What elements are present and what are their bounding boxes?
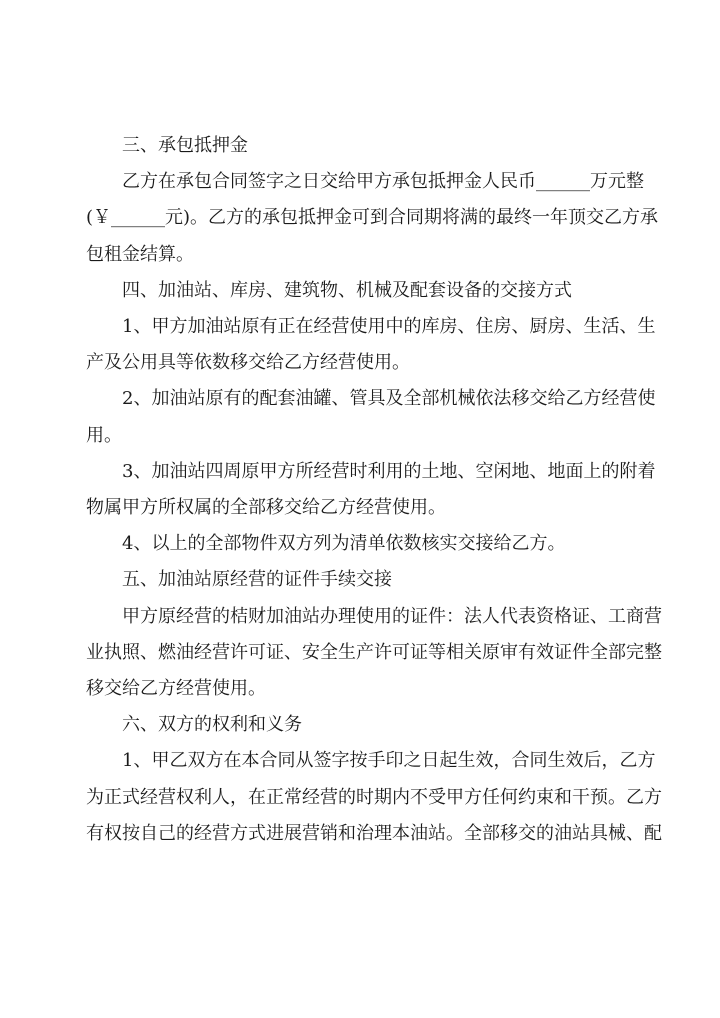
text-line: 用。 [86,424,122,446]
text-line: 五、加油站原经营的证件手续交接 [122,569,392,591]
list-item-4-2 [86,381,656,453]
text-line: (￥______元)。乙方的承包抵押金可到合同期将满的最终一年顶交乙方承 [86,207,659,229]
text-line: 3、加油站四周原甲方所经营时利用的土地、空闲地、地面上的附着 [122,460,656,482]
text-line: 四、加油站、库房、建筑物、机械及配套设备的交接方式 [122,279,572,301]
text-line: 有权按自己的经营方式进展营销和治理本油站。全部移交的油站具械、配 [86,822,662,844]
text-line: 1、甲乙双方在本合同从签字按手印之日起生效，合同生效后，乙方 [122,750,656,772]
text-line: 物属甲方所权属的全部移交给乙方经营使用。 [86,497,446,519]
text-line: 产及公用具等依数移交给乙方经营使用。 [86,352,410,374]
section-heading-certificates [86,562,636,598]
list-item-4-4 [86,526,636,562]
section-heading-rights [86,707,636,743]
text-line: 业执照、燃油经营许可证、安全生产许可证等相关原审有效证件全部完整 [86,641,662,663]
list-item-4-3 [86,454,656,526]
text-line: 乙方在承包合同签字之日交给甲方承包抵押金人民币______万元整 [122,171,644,193]
text-line: 移交给乙方经营使用。 [86,678,266,700]
section-heading-handover [86,273,636,309]
section-heading-deposit [86,128,636,164]
text-line: 三、承包抵押金 [122,135,248,156]
paragraph-certificates [86,599,662,708]
text-line: 为正式经营权利人，在正常经营的时期内不受甲方任何约束和干预。乙方 [86,786,662,808]
list-item-4-1 [86,309,656,381]
text-line: 2、加油站原有的配套油罐、管具及全部机械依法移交给乙方经营使 [122,388,656,410]
text-line: 1、甲方加油站原有正在经营使用中的库房、住房、厨房、生活、生 [122,316,656,338]
document-body [86,128,662,852]
paragraph-deposit [86,164,659,273]
text-line: 甲方原经营的桔财加油站办理使用的证件：法人代表资格证、工商营 [122,605,662,627]
text-line: 六、双方的权利和义务 [122,714,302,736]
text-line: 4、以上的全部物件双方列为清单依数核实交接给乙方。 [122,533,566,555]
list-item-6-1 [86,743,662,852]
text-line: 包租金结算。 [86,243,194,265]
